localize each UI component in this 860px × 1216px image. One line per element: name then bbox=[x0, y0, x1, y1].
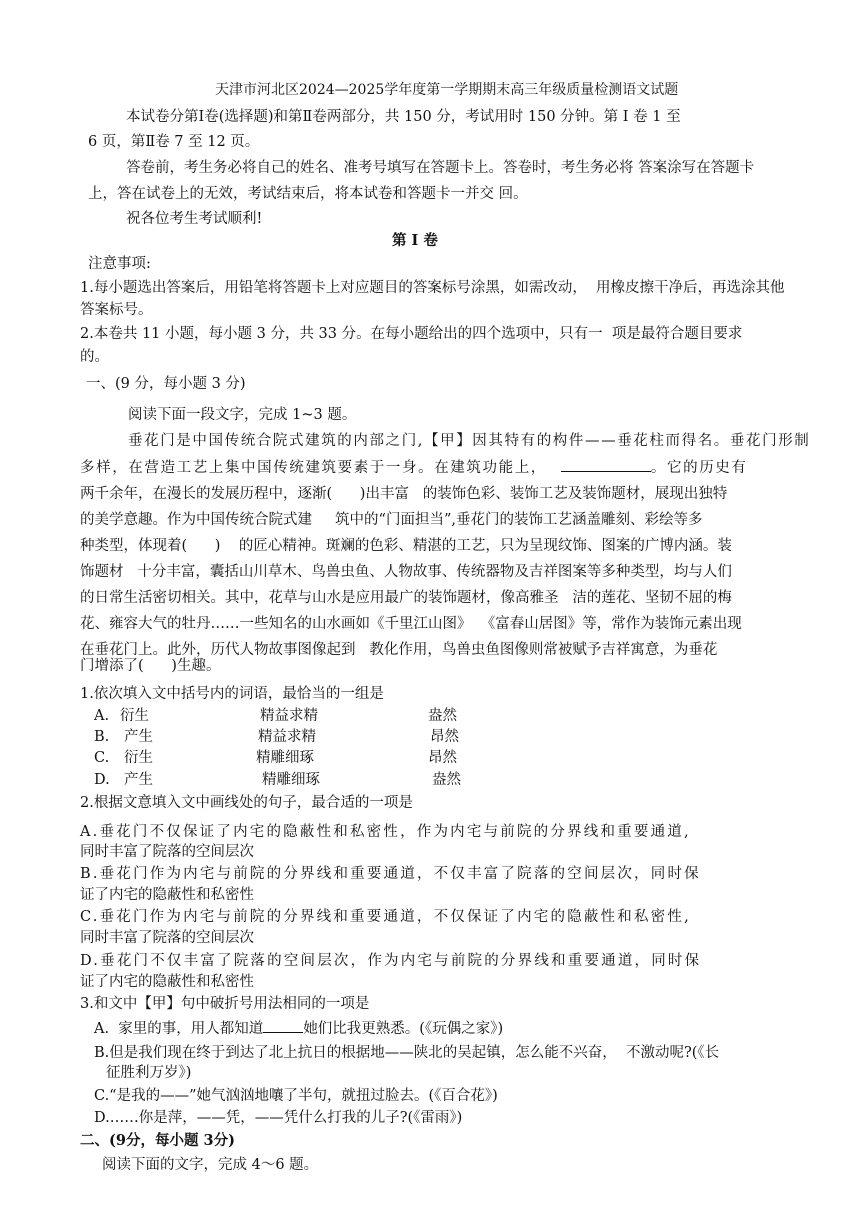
passage-text: 多样，在营造工艺上集中国传统建筑要素于一身。在建筑功能上， bbox=[80, 460, 547, 476]
question-2-option-line: D.垂花门不仅丰富了院落的空间层次，作为内宅与前院的分界线和重要通道，同时保 bbox=[80, 953, 702, 969]
passage-line: 的美学意趣。作为中国传统合院式建 筑中的“门面担当”,垂花门的装饰工艺涵盖雕刻、彩绘等多 bbox=[80, 512, 703, 528]
page-title: 天津市河北区2024—2025学年度第一学期期末高三年级质量检测语文试题 bbox=[215, 82, 679, 98]
dash-blank-line bbox=[263, 1018, 303, 1033]
section-2-instruction: 阅读下面的文字，完成 4～6 题。 bbox=[102, 1157, 319, 1173]
part-1-heading: 第 Ⅰ 卷 bbox=[392, 232, 438, 249]
intro-paragraph-1a: 本试卷分第Ⅰ卷(选择题)和第Ⅱ卷两部分，共 150 分，考试用时 150 分钟。第 Ⅰ 卷 1 至 bbox=[126, 109, 681, 125]
question-2-option-line: A.垂花门不仅保证了内宅的隐蔽性和私密性，作为内宅与前院的分界线和重要通道, bbox=[80, 824, 691, 840]
option-letter: D. bbox=[94, 772, 110, 788]
notes-label: 注意事项: bbox=[88, 256, 151, 272]
note-1b: 答案标号。 bbox=[80, 302, 153, 318]
passage-line: 种类型，体现着( ) 的匠心精神。斑斓的色彩、精湛的工艺，只为呈现纹饰、图案的广博内涵。装 bbox=[80, 538, 732, 554]
option-letter: C. bbox=[94, 750, 110, 766]
option-word-2: 精益求精 bbox=[260, 708, 318, 724]
question-2-option-line: 同时丰富了院落的空间层次 bbox=[80, 844, 254, 860]
option-word-3: 昂然 bbox=[430, 729, 459, 745]
option-text: A. 家里的事，用人都知道 bbox=[94, 1021, 264, 1037]
question-3-option-b-line-2: 征胜利万岁》) bbox=[106, 1065, 192, 1081]
passage-line: 门增添了( )生趣。 bbox=[80, 658, 221, 674]
question-3-option-a bbox=[94, 1018, 503, 1039]
option-word-3: 昂然 bbox=[428, 750, 457, 766]
question-3-option-b-line-1: B.但是我们现在终于到达了北上抗日的根据地——陕北的吴起镇，怎么能不兴奋， 不激动呢?(《长 bbox=[94, 1045, 720, 1061]
option-word-2: 精益求精 bbox=[258, 729, 316, 745]
passage-line: 在垂花门上。此外，历代人物故事图像起到 教化作用，鸟兽虫鱼图像则常被赋予吉祥寓意，为垂花 bbox=[80, 642, 718, 658]
question-2-stem: 2.根据文意填入文中画线处的句子，最合适的一项是 bbox=[80, 795, 413, 811]
option-word-1: 衍生 bbox=[124, 750, 153, 766]
question-2-option-line: B.垂花门作为内宅与前院的分界线和重要通道，不仅丰富了院落的空间层次，同时保 bbox=[80, 866, 701, 882]
question-2-option-line: 证了内宅的隐蔽性和私密性 bbox=[80, 974, 254, 990]
option-word-2: 精雕细琢 bbox=[262, 772, 320, 788]
option-word-2: 精雕细琢 bbox=[256, 750, 314, 766]
note-1a: 1.每小题选出答案后，用铅笔将答题卡上对应题目的答案标号涂黑，如需改动， 用橡皮擦干净后，再选涂其他 bbox=[80, 280, 785, 296]
question-3-stem: 3.和文中【甲】句中破折号用法相同的一项是 bbox=[80, 996, 370, 1012]
intro-paragraph-1b: 6 页，第Ⅱ卷 7 至 12 页。 bbox=[88, 134, 260, 150]
passage-line: 花、雍容大气的牡丹……一些知名的山水画如《千里江山图》 《富春山居图》等，常作为装饰元素出现 bbox=[80, 616, 742, 632]
question-2-option-line: 同时丰富了院落的空间层次 bbox=[80, 930, 254, 946]
question-3-option-d: D.……你是萍，——凭，——凭什么打我的儿子?(《雷雨》) bbox=[94, 1110, 463, 1126]
passage-line: 饰题材 十分丰富，囊括山川草木、鸟兽虫鱼、人物故事、传统器物及吉祥图案等多种类型，均与人们 bbox=[80, 564, 732, 580]
passage-text: 。它的历史有 bbox=[650, 460, 748, 476]
question-3-option-c: C.“是我的——”她气汹汹地嚷了半句，就扭过脸去。(《百合花》) bbox=[94, 1088, 498, 1104]
option-text: 她们比我更熟悉。(《玩偶之家》) bbox=[303, 1021, 504, 1037]
option-word-1: 衍生 bbox=[120, 708, 149, 724]
passage-line: 的日常生活密切相关。其中，花草与山水是应用最广的装饰题材，像高雅圣 洁的莲花、坚韧不屈的梅 bbox=[80, 590, 732, 606]
option-word-1: 产生 bbox=[124, 772, 153, 788]
option-letter: B. bbox=[94, 729, 110, 745]
option-word-3: 盎然 bbox=[428, 708, 457, 724]
note-2a: 2.本卷共 11 小题，每小题 3 分，共 33 分。在每小题给出的四个选项中，只有一 项是最符合题目要求 bbox=[80, 326, 743, 342]
passage-line: 垂花门是中国传统合院式建筑的内部之门,【甲】因其特有的构件——垂花柱而得名。垂花门形制 bbox=[128, 433, 811, 449]
intro-paragraph-2a: 答卷前，考生务必将自己的姓名、准考号填写在答题卡上。答卷时，考生务必将 答案涂写在答题卡 bbox=[126, 160, 755, 176]
note-2b: 的。 bbox=[80, 349, 109, 365]
section-1-instruction: 阅读下面一段文字，完成 1~3 题。 bbox=[128, 407, 357, 423]
passage-line: 两千余年，在漫长的发展历程中，逐渐( )出丰富 的装饰色彩、装饰工艺及装饰题材，展现出独特 bbox=[80, 486, 728, 502]
section-1-heading: 一、(9 分，每小题 3 分) bbox=[86, 376, 246, 392]
question-2-option-line: C.垂花门作为内宅与前院的分界线和重要通道，不仅保证了内宅的隐蔽性和私密性, bbox=[80, 909, 691, 925]
intro-paragraph-2b: 上，答在试卷上的无效，考试结束后，将本试卷和答题卡一并交 回。 bbox=[88, 186, 528, 202]
question-1-stem: 1.依次填入文中括号内的词语，最恰当的一组是 bbox=[80, 686, 384, 702]
intro-paragraph-3: 祝各位考生考试顺利! bbox=[126, 211, 263, 227]
section-2-heading: 二、(9分，每小题 3分) bbox=[80, 1132, 235, 1149]
passage-line bbox=[80, 457, 748, 478]
option-letter: A. bbox=[94, 708, 110, 724]
fill-in-blank-line bbox=[561, 457, 651, 472]
question-2-option-line: 证了内宅的隐蔽性和私密性 bbox=[80, 887, 254, 903]
option-word-3: 盎然 bbox=[432, 772, 461, 788]
option-word-1: 产生 bbox=[124, 729, 153, 745]
